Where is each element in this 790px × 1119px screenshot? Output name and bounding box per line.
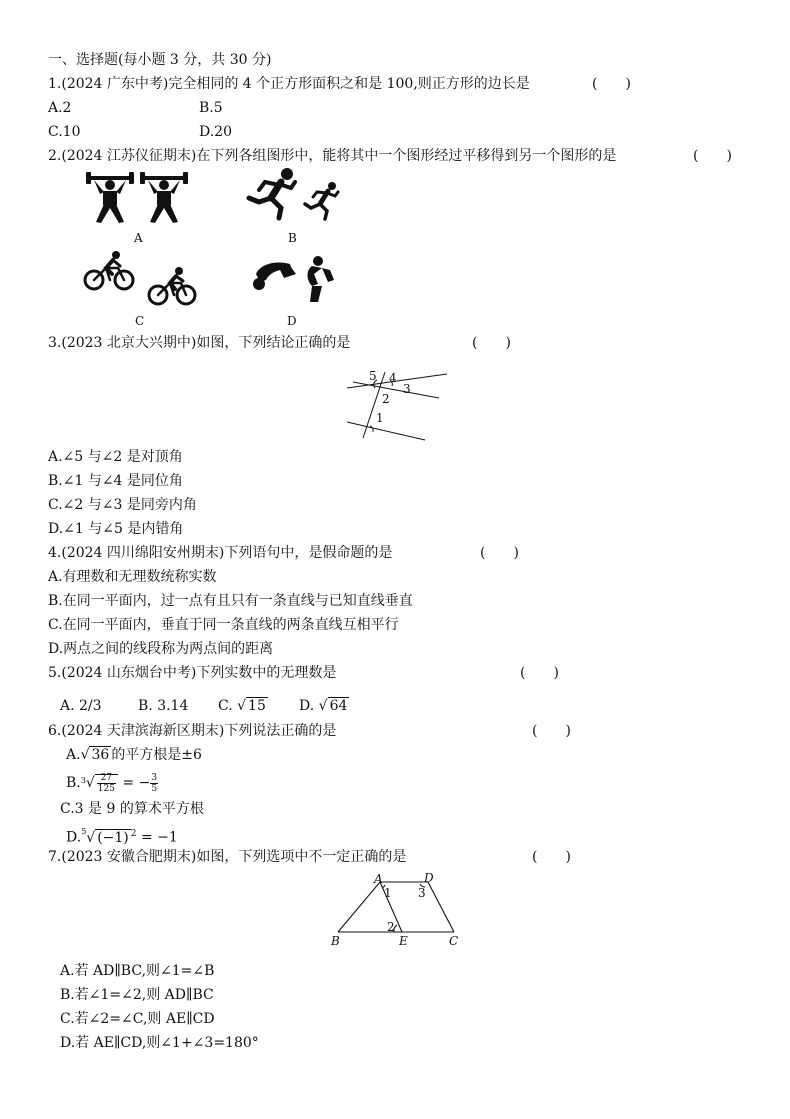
q2-label-d: D — [287, 314, 297, 328]
answer-blank[interactable]: ( ) — [532, 849, 571, 865]
q6-option-c[interactable]: C.3 是 9 的算术平方根 — [60, 801, 204, 817]
root-symbol: √ (−1) — [86, 829, 129, 846]
question-5-stem: 5.(2024 山东烟台中考)下列实数中的无理数是 — [48, 665, 337, 681]
q6-option-b[interactable] — [66, 770, 158, 796]
question-1-stem: 1.(2024 广东中考)完全相同的 4 个正方形面积之和是 100,则正方形的边长是 — [48, 76, 530, 92]
q3-option-d[interactable]: D.∠1 与∠5 是内错角 — [48, 521, 184, 537]
q2-label-c: C — [135, 314, 145, 328]
q5-option-c-radicand: 15 — [248, 698, 266, 714]
q5-option-b[interactable]: B. 3.14 — [138, 698, 189, 714]
q3-angle-figure — [345, 360, 455, 442]
q4-option-c[interactable]: C.在同一平面内，垂直于同一条直线的两条直线互相平行 — [48, 617, 399, 633]
question-6-stem: 6.(2024 天津滨海新区期末)下列说法正确的是 — [48, 723, 337, 739]
q3-label-5: 5 — [369, 369, 377, 383]
answer-blank[interactable]: ( ) — [592, 76, 631, 92]
runner-figures — [243, 168, 343, 224]
answer-blank[interactable]: ( ) — [480, 545, 519, 561]
q7-label-2: 2 — [387, 920, 395, 934]
question-3-stem: 3.(2023 北京大兴期中)如图，下列结论正确的是 — [48, 335, 351, 351]
q6-option-a-radicand: 36 — [91, 747, 110, 763]
equals-minus: = − — [122, 775, 151, 791]
cube-root-index: 3 — [80, 776, 86, 785]
sqrt-symbol: √ 15 — [237, 698, 266, 714]
q7-label-e: E — [399, 934, 408, 948]
numerator: 3 — [151, 772, 158, 783]
cyclist-figures — [82, 250, 198, 305]
question-7-stem: 7.(2023 安徽合肥期末)如图，下列选项中不一定正确的是 — [48, 849, 407, 865]
sqrt-symbol: √ 64 — [318, 698, 348, 714]
q7-option-a[interactable]: A.若 AD∥BC,则∠1=∠B — [60, 963, 215, 979]
sqrt-symbol: √ 36 — [80, 747, 110, 763]
q3-option-b[interactable]: B.∠1 与∠4 是同位角 — [48, 473, 183, 489]
q7-label-c: C — [449, 934, 459, 948]
fraction — [150, 773, 158, 794]
q6-option-a[interactable] — [66, 746, 202, 764]
q6-option-d-result: = −1 — [140, 829, 178, 846]
answer-blank[interactable]: ( ) — [693, 148, 732, 164]
q6-option-a-text: 的平方根是±6 — [111, 747, 202, 763]
q3-label-1: 1 — [376, 411, 384, 425]
answer-blank[interactable]: ( ) — [532, 723, 571, 739]
q2-label-a: A — [134, 231, 143, 245]
numerator: 27 — [97, 773, 116, 784]
q1-option-d[interactable]: D.20 — [199, 124, 232, 140]
q1-option-c[interactable]: C.10 — [48, 124, 81, 140]
q3-option-c[interactable]: C.∠2 与∠3 是同旁内角 — [48, 497, 197, 513]
q7-label-b: B — [331, 934, 340, 948]
weightlifter-figures — [86, 170, 190, 225]
q4-option-a[interactable]: A.有理数和无理数统称实数 — [48, 569, 217, 585]
q2-label-b: B — [288, 231, 297, 245]
q5-option-d-prefix: D. — [299, 698, 315, 714]
q4-option-b[interactable]: B.在同一平面内，过一点有且只有一条直线与已知直线垂直 — [48, 593, 413, 609]
q4-option-d[interactable]: D.两点之间的线段称为两点间的距离 — [48, 641, 274, 657]
q6-option-b-prefix: B. — [66, 775, 81, 791]
denominator: 125 — [97, 783, 115, 794]
q7-parallelogram-figure — [330, 870, 466, 946]
answer-blank[interactable]: ( ) — [472, 335, 511, 351]
q1-option-b[interactable]: B.5 — [199, 100, 223, 116]
q7-option-c[interactable]: C.若∠2=∠C,则 AE∥CD — [60, 1011, 215, 1027]
cube-root-symbol: √ $\frac{27}{125}$ — [86, 770, 118, 796]
q7-label-d: D — [424, 871, 434, 885]
q7-label-1: 1 — [384, 886, 392, 900]
q3-option-a[interactable]: A.∠5 与∠2 是对顶角 — [48, 449, 183, 465]
denominator: 5 — [151, 783, 158, 794]
q3-label-3: 3 — [403, 382, 411, 396]
q7-option-b[interactable]: B.若∠1=∠2,则 AD∥BC — [60, 987, 214, 1003]
q5-option-c[interactable] — [218, 697, 268, 715]
q6-option-d[interactable] — [66, 825, 178, 847]
q5-option-c-prefix: C. — [218, 698, 233, 714]
q3-label-4: 4 — [389, 371, 397, 385]
question-2-stem: 2.(2024 江苏仪征期末)在下列各组图形中，能将其中一个图形经过平移得到另一个图形的是 — [48, 148, 617, 164]
section-title: 一、选择题(每小题 3 分，共 30 分) — [48, 52, 272, 68]
q1-option-a[interactable]: A.2 — [48, 100, 72, 116]
q6-option-a-prefix: A. — [66, 747, 81, 763]
fraction — [97, 773, 116, 794]
answer-blank[interactable]: ( ) — [520, 665, 559, 681]
root-index: 5 — [81, 827, 87, 836]
q7-label-3: 3 — [418, 886, 426, 900]
q5-option-d[interactable] — [299, 697, 349, 715]
q7-option-d[interactable]: D.若 AE∥CD,则∠1+∠3=180° — [60, 1035, 259, 1051]
diver-figures — [250, 256, 340, 308]
q6-option-d-radicand — [95, 829, 131, 846]
q7-label-a: A — [374, 872, 383, 886]
q5-option-d-radicand: 64 — [329, 698, 348, 714]
exponent: 2 — [130, 829, 137, 839]
q6-option-d-prefix: D. — [66, 829, 82, 846]
q5-option-a[interactable]: A. 2/3 — [60, 698, 102, 714]
q3-label-2: 2 — [382, 392, 390, 406]
question-4-stem: 4.(2024 四川绵阳安州期末)下列语句中，是假命题的是 — [48, 545, 393, 561]
radicand-base: (−1) — [97, 829, 129, 846]
